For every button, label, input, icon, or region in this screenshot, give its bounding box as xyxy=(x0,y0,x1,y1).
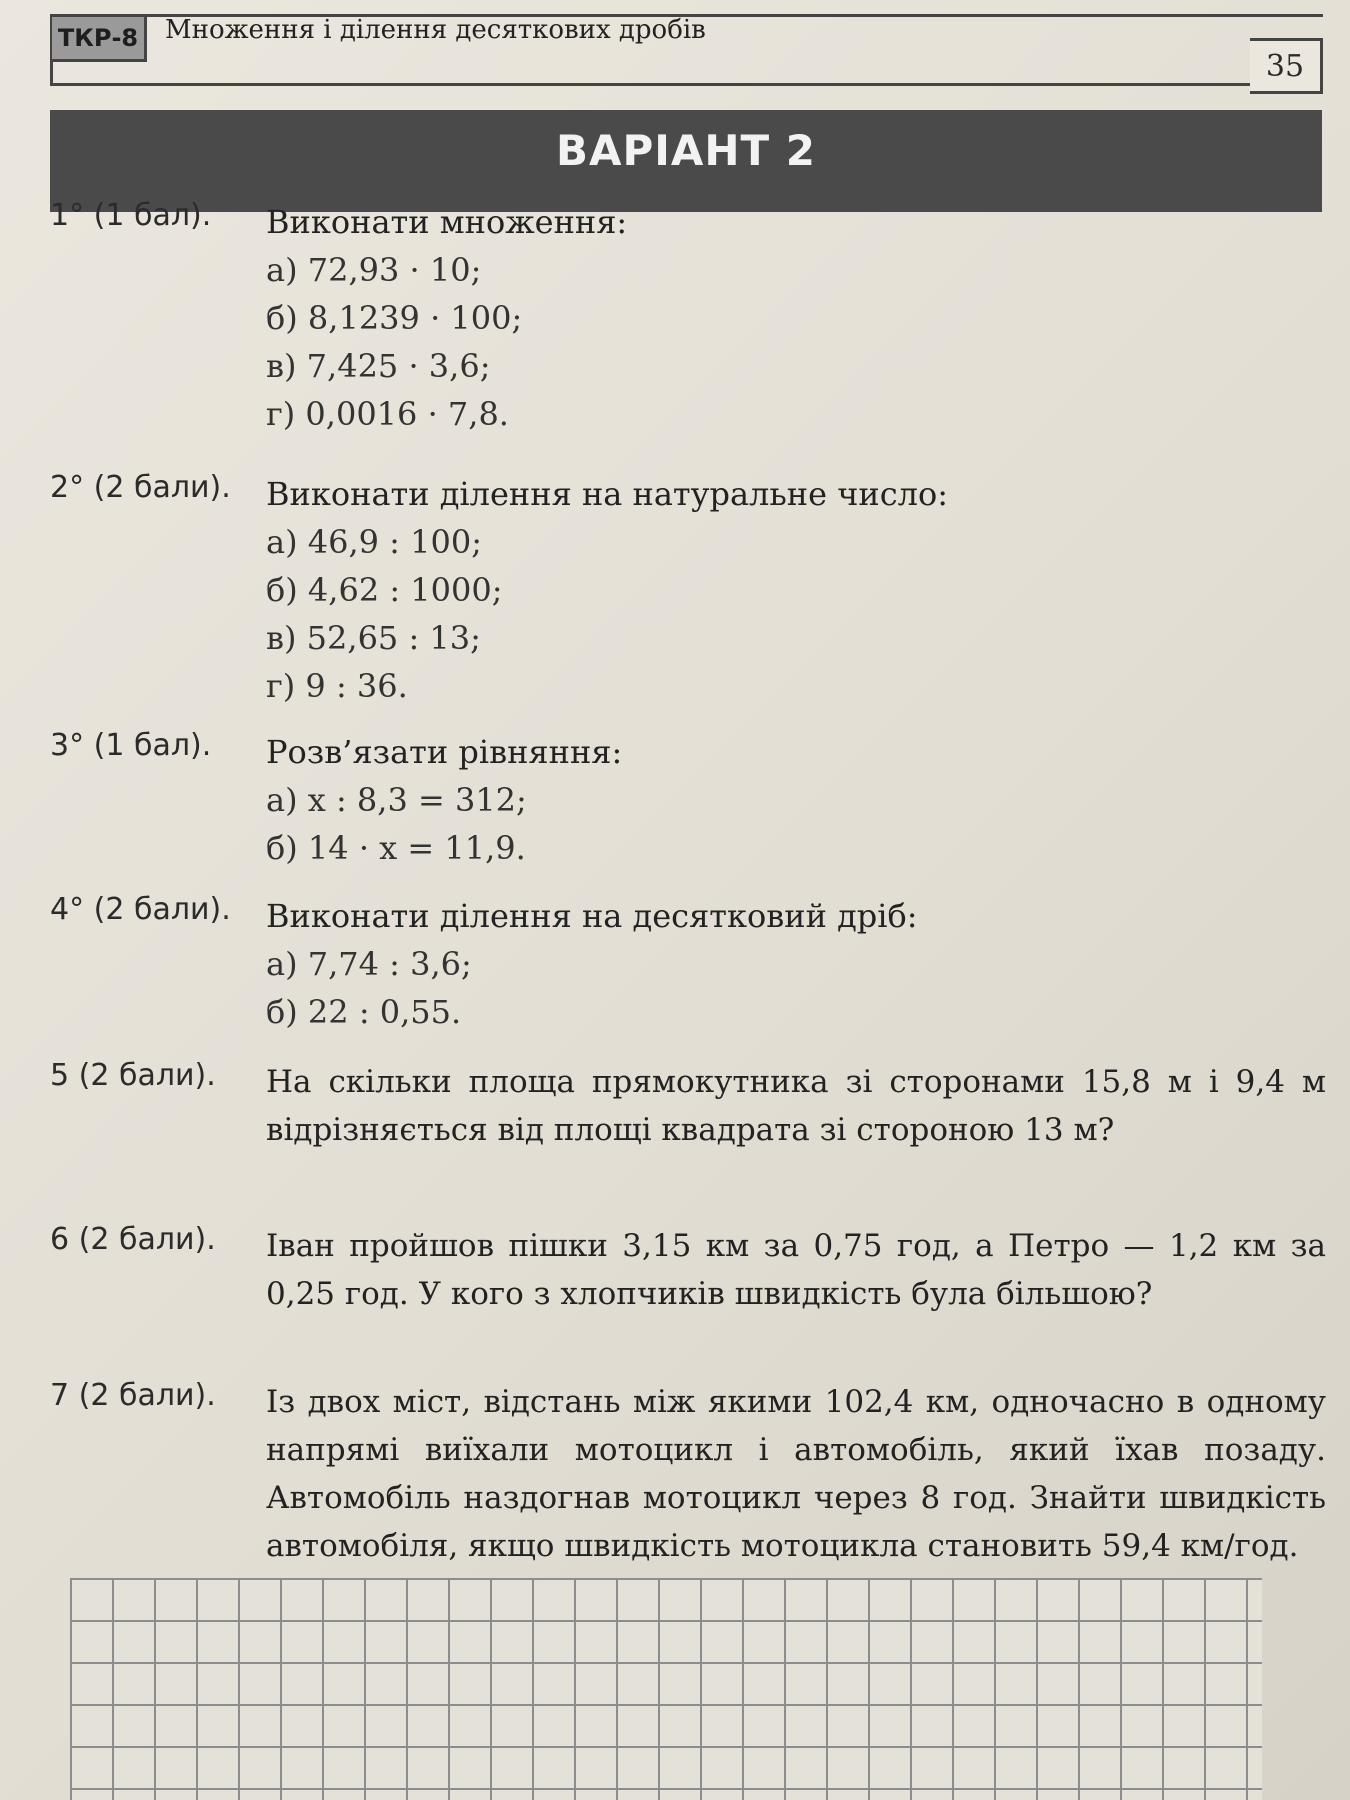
task-item: а) 72,93 · 10; xyxy=(266,251,482,289)
task-number: 2° (2 бали). xyxy=(50,470,231,505)
task-number: 1° (1 бал). xyxy=(50,198,212,233)
task-item: б) 8,1239 · 100; xyxy=(266,299,523,337)
task-item: г) 0,0016 · 7,8. xyxy=(266,395,509,433)
task-item: в) 7,425 · 3,6; xyxy=(266,347,491,385)
header-title: Множення і ділення десяткових дробів xyxy=(165,15,706,45)
task-body xyxy=(266,198,1326,438)
task-instruction: Виконати ділення на натуральне число: xyxy=(266,475,948,513)
task-item: а) 7,74 : 3,6; xyxy=(266,945,472,983)
task-item: а) x : 8,3 = 312; xyxy=(266,781,527,819)
task-instruction: Виконати ділення на десятковий дріб: xyxy=(266,897,918,935)
task-text: Іван пройшов пішки 3,15 км за 0,75 год, а Петро — 1,2 км за 0,25 год. У кого з хлопчиків швидкість була більшою? xyxy=(266,1228,1326,1312)
task-number: 6 (2 бали). xyxy=(50,1222,216,1257)
variant-title: ВАРІАНТ 2 xyxy=(555,125,817,175)
task-body xyxy=(266,1058,1326,1154)
task-instruction: Розв’язати рівняння: xyxy=(266,733,623,771)
task-number: 4° (2 бали). xyxy=(50,892,231,927)
answer-grid xyxy=(70,1578,1262,1800)
task-number: 7 (2 бали). xyxy=(50,1378,216,1413)
task-item: в) 52,65 : 13; xyxy=(266,619,481,657)
task-body xyxy=(266,892,1326,1036)
section-badge: ТКР-8 xyxy=(52,17,147,62)
task-instruction: Виконати множення: xyxy=(266,203,628,241)
task-item: г) 9 : 36. xyxy=(266,667,408,705)
task-number: 3° (1 бал). xyxy=(50,728,212,763)
task-item: б) 14 · x = 11,9. xyxy=(266,829,526,867)
task-body xyxy=(266,470,1326,710)
task-body xyxy=(266,1222,1326,1318)
task-number: 5 (2 бали). xyxy=(50,1058,216,1093)
page-number: 35 xyxy=(1250,38,1323,94)
task-body xyxy=(266,728,1326,872)
task-text: Із двох міст, відстань між якими 102,4 км, одночасно в одному напрямі виїхали мотоцикл і автомобіль, який їхав позаду. Автомобіль наздогнав мотоцикл через 8 год. Знайти швидкість автомобіля, якщо швидкість мотоцикла становить 59,4 км/год. xyxy=(266,1384,1326,1564)
task-item: а) 46,9 : 100; xyxy=(266,523,482,561)
task-body xyxy=(266,1378,1326,1570)
variant-banner xyxy=(50,110,1322,212)
task-item: б) 4,62 : 1000; xyxy=(266,571,503,609)
task-text: На скільки площа прямокутника зі сторонами 15,8 м і 9,4 м відрізняється від площі квадрата зі стороною 13 м? xyxy=(266,1064,1326,1148)
task-item: б) 22 : 0,55. xyxy=(266,993,462,1031)
